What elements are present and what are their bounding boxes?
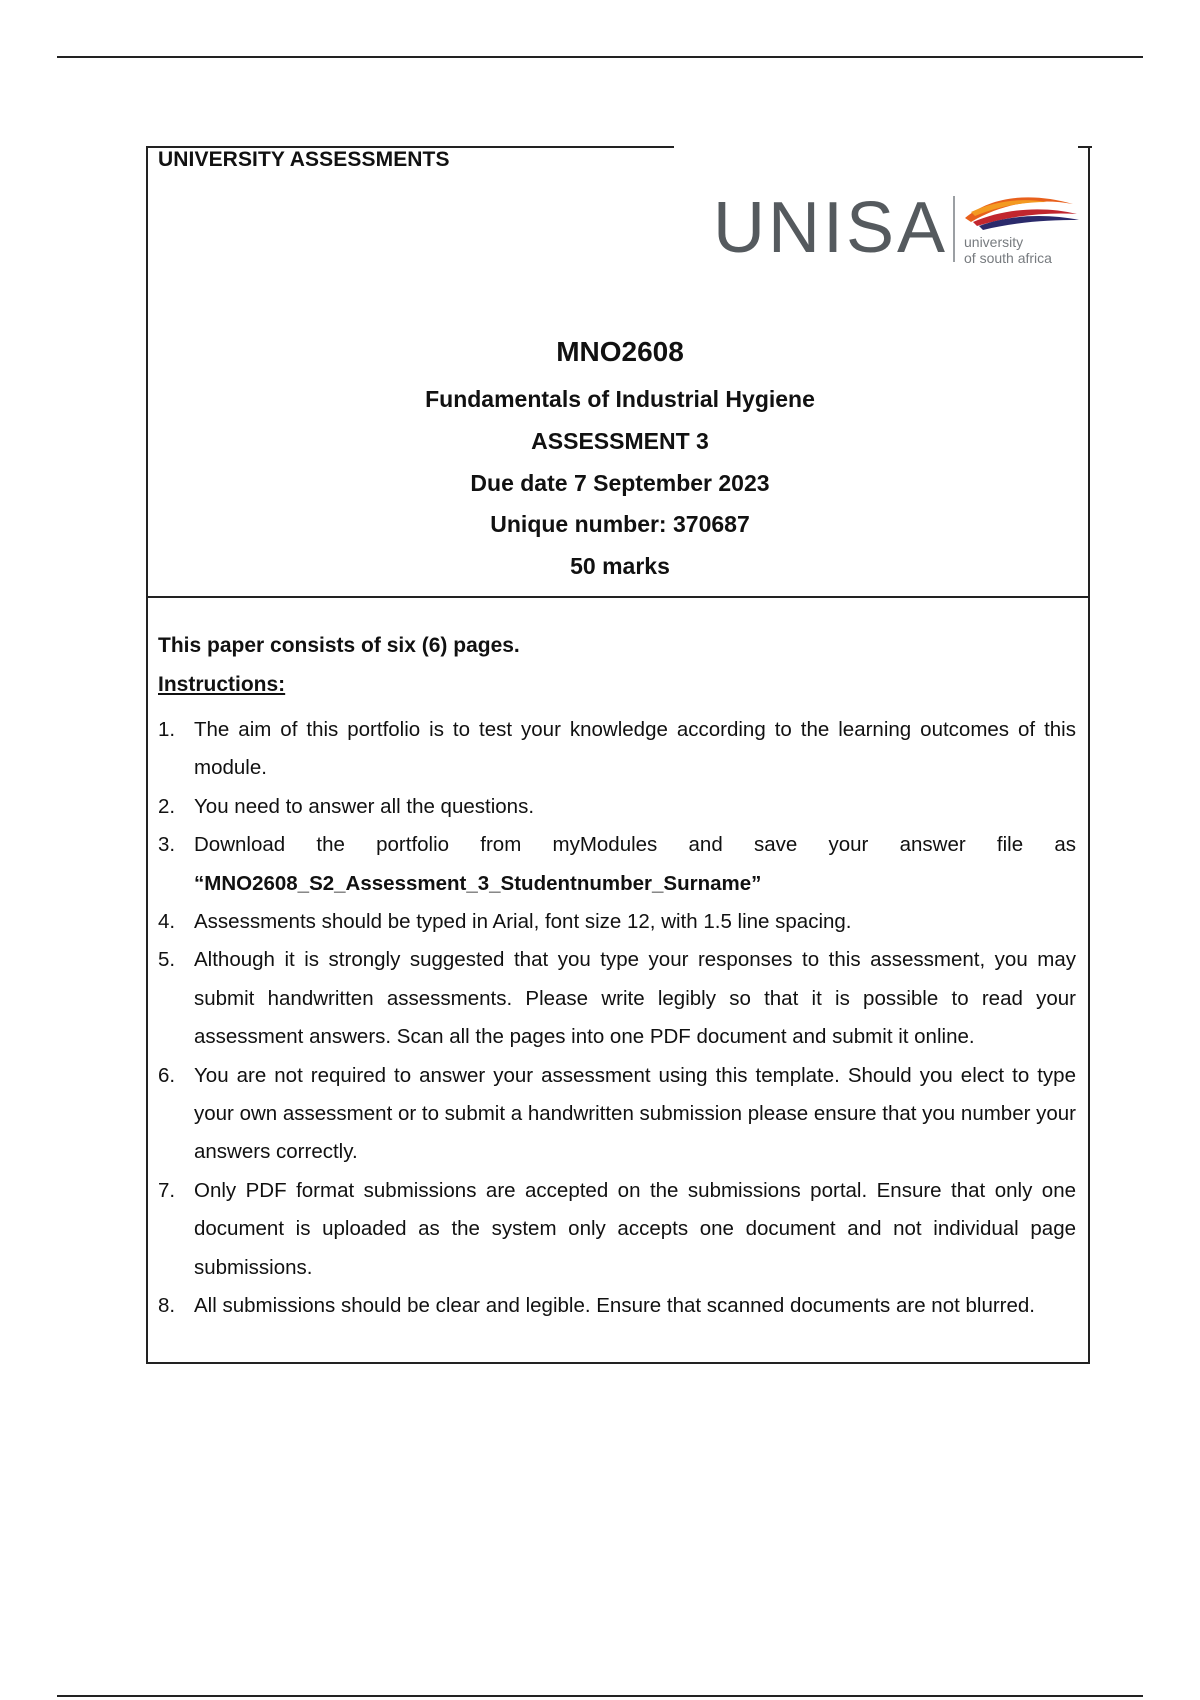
instruction-text: Download the portfolio from myModules and save your answer file as: [194, 833, 1076, 857]
instruction-text: Assessments should be typed in Arial, font size 12, with 1.5 line spacing.: [194, 910, 852, 934]
instruction-number: 3.: [158, 833, 176, 857]
due-date: Due date 7 September 2023: [470, 470, 770, 496]
filename-format: “MNO2608_S2_Assessment_3_Studentnumber_Surname”: [194, 871, 762, 895]
instruction-item: [158, 1057, 1076, 1172]
instruction-number: 2.: [158, 794, 176, 818]
instruction-number: 8.: [158, 1294, 176, 1318]
instruction-number: 4.: [158, 910, 176, 934]
instruction-number: 6.: [158, 1063, 176, 1087]
module-code: MNO2608: [556, 336, 684, 367]
header-top-border-right: [1078, 146, 1092, 148]
instruction-item: [158, 711, 1076, 788]
instruction-number: 1.: [158, 718, 176, 741]
instruction-item: [158, 1172, 1076, 1287]
unique-number: Unique number: 370687: [490, 511, 750, 537]
unisa-logo: [713, 188, 1073, 282]
instruction-text: The aim of this portfolio is to test your knowledge according to the learning outcomes of this module.: [194, 718, 1076, 780]
assessment-number: ASSESSMENT 3: [531, 428, 709, 454]
swoosh-icon: [961, 192, 1081, 236]
instruction-text: Only PDF format submissions are accepted on the submissions portal. Ensure that only one document is uploaded as the system only accepts one document and not individual page submissions.: [194, 1178, 1076, 1279]
pages-note: This paper consists of six (6) pages.: [158, 634, 520, 657]
cover-page: [146, 146, 1090, 1364]
org-label: UNIVERSITY ASSESSMENTS: [158, 148, 450, 171]
logo-divider: [953, 196, 955, 262]
instruction-text: All submissions should be clear and legible. Ensure that scanned documents are not blurred.: [194, 1294, 1035, 1318]
instruction-text: You are not required to answer your assessment using this template. Should you elect to type your own assessment or to submit a handwritten submission please ensure that you number your answers correctly.: [194, 1063, 1076, 1164]
instruction-item: [158, 1287, 1076, 1325]
instructions-box: [146, 598, 1090, 1364]
instruction-item: [158, 788, 1076, 826]
instruction-number: 5.: [158, 948, 176, 972]
logo-wordmark: UNISA: [713, 188, 949, 268]
bottom-rule: [57, 1695, 1143, 1697]
logo-subtitle-line1: university: [964, 234, 1024, 250]
instructions-list: [158, 711, 1076, 1326]
instruction-number: 7.: [158, 1178, 176, 1202]
logo-subtitle-line2: of south africa: [964, 250, 1052, 266]
module-title: Fundamentals of Industrial Hygiene: [425, 386, 815, 412]
instruction-item: [158, 941, 1076, 1056]
instruction-item: [158, 903, 1076, 941]
instruction-text: Although it is strongly suggested that you type your responses to this assessment, you may submit handwritten assessments. Please write legibly so that it is possible to read your assessment answers. Scan all the pages into one PDF document and submit it online.: [194, 948, 1076, 1049]
header-box: [146, 146, 1090, 598]
total-marks: 50 marks: [570, 553, 670, 579]
instruction-text: You need to answer all the questions.: [194, 794, 535, 818]
instructions-title: Instructions:: [158, 673, 286, 696]
instruction-item: [158, 826, 1076, 903]
top-rule: [57, 56, 1143, 58]
